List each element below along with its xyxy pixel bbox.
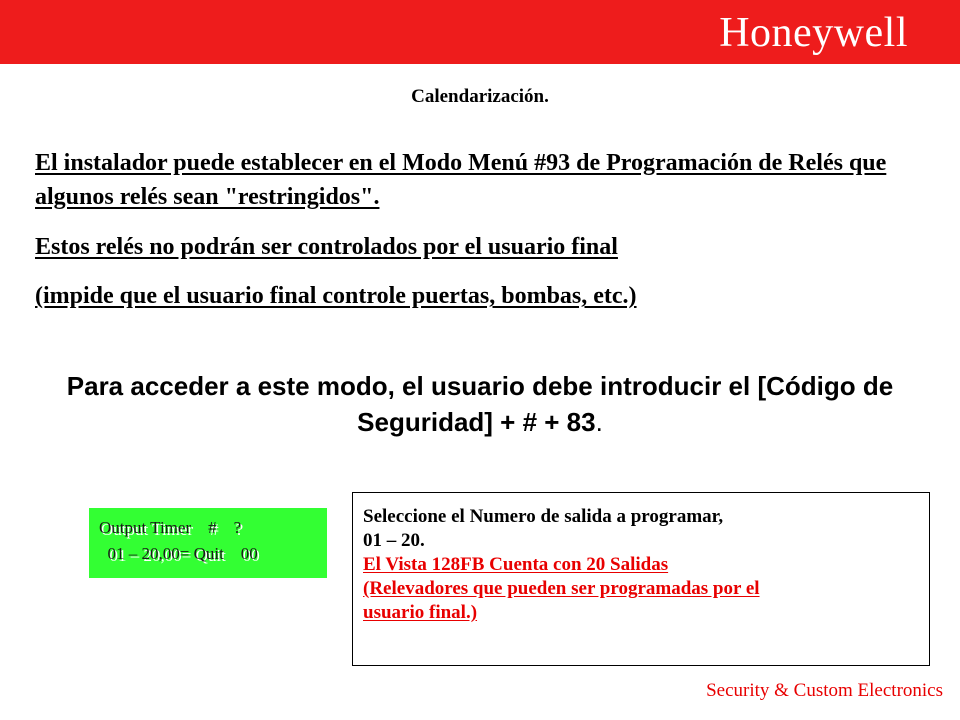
paragraph-user-control: Estos relés no podrán ser controlados por el usuario final [35,234,618,260]
info-line-3: El Vista 128FB Cuenta con 20 Salidas [363,554,669,575]
header-bar [0,0,960,64]
slide-title: Calendarización. [411,86,549,107]
brand-logo: Honeywell [719,10,908,56]
access-instruction-text: Para acceder a este modo, el usuario debe introducir el [Código de Seguridad] + # + 83 [66,371,894,437]
info-line-5: usuario final.) [363,602,478,623]
info-line-2: 01 – 20. [363,530,425,551]
access-instruction [40,368,920,440]
info-line-4: (Relevadores que pueden ser programadas por el [363,578,760,599]
keypad-display [89,508,327,578]
info-line-1: Seleccione el Numero de salida a programar, [363,506,724,527]
info-box [352,492,930,666]
paragraph-restricted-relays: El instalador puede establecer en el Modo Menú #93 de Programación de Relés que algunos relés sean "restringidos". [35,150,887,210]
paragraph-examples: (impide que el usuario final controle puertas, bombas, etc.) [35,283,637,309]
access-instruction-end: . [595,407,603,437]
keypad-display-line-2: 01 – 20,00= Quit 00 [99,544,258,563]
keypad-display-line-1: Output Timer # ? [99,518,242,537]
footer-text: Security & Custom Electronics [706,680,943,701]
